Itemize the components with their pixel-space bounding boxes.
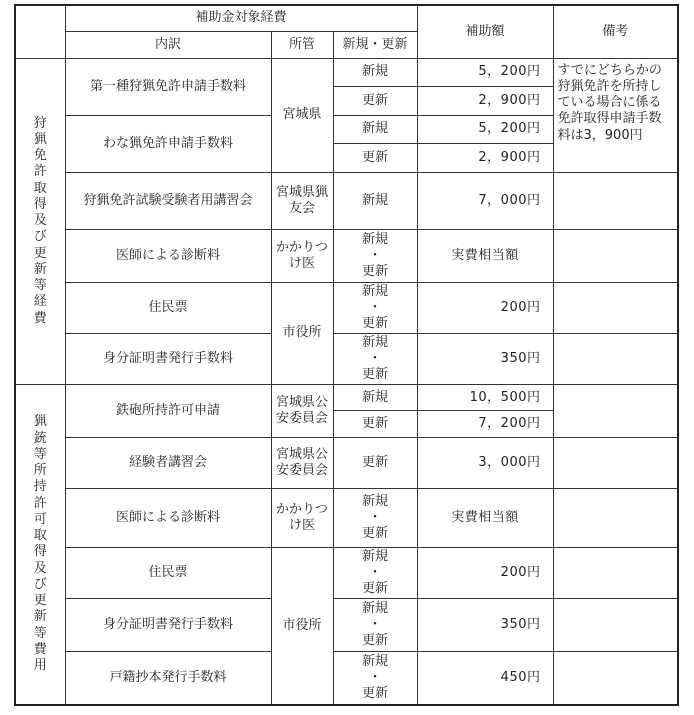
amount: 450円 [417, 652, 553, 705]
header-jurisdiction: 所管 [271, 32, 333, 59]
remarks-empty [553, 652, 678, 705]
type-new-renew: 新規 ・ 更新 [333, 334, 417, 385]
item-experienced-seminar: 経験者講習会 [65, 438, 271, 489]
type-new: 新規 [333, 115, 417, 144]
type-renew: 更新 [333, 411, 417, 438]
amount: 3，000円 [417, 438, 553, 489]
type-new: 新規 [333, 384, 417, 411]
item-exam-seminar: 狩猟免許試験受験者用講習会 [65, 172, 271, 229]
remarks-empty [553, 230, 678, 283]
type-renew: 更新 [333, 438, 417, 489]
subsidy-table [14, 4, 679, 706]
corner-cell [15, 5, 65, 58]
type-new: 新規 [333, 58, 417, 87]
remarks-note: すでにどちらかの狩猟免許を所持している場合に係る免許取得申請手数料は3，900円 [553, 58, 678, 172]
item-id-certificate: 身分証明書発行手数料 [65, 599, 271, 652]
section-label-firearm-permit [15, 384, 65, 705]
amount: 2，900円 [417, 87, 553, 116]
header-remarks: 備考 [553, 5, 678, 58]
vertical-label: 狩 猟 免 許 取 得 及 び 更 新 等 経 費 [33, 115, 47, 326]
dept-city-hall: 市役所 [271, 283, 333, 385]
type-renew: 更新 [333, 87, 417, 116]
dept-family-doctor: かかりつけ医 [271, 489, 333, 548]
item-trap-license: わな猟免許申請手数料 [65, 115, 271, 172]
remarks-empty [553, 172, 678, 229]
amount: 7，200円 [417, 411, 553, 438]
dept-public-safety: 宮城県公安委員会 [271, 384, 333, 437]
type-new-renew: 新規 ・ 更新 [333, 230, 417, 283]
amount: 実費相当額 [417, 489, 553, 548]
dept-hunting-association: 宮城県猟友会 [271, 172, 333, 229]
section-label-hunting-license [15, 58, 65, 384]
remarks-empty [553, 548, 678, 599]
type-new-renew: 新規 ・ 更新 [333, 489, 417, 548]
remarks-empty [553, 384, 678, 437]
dept-miyagi-pref: 宮城県 [271, 58, 333, 172]
item-firearm-permit: 鉄砲所持許可申請 [65, 384, 271, 437]
remarks-empty [553, 438, 678, 489]
header-new-renew: 新規・更新 [333, 32, 417, 59]
item-resident-record: 住民票 [65, 283, 271, 334]
type-new-renew: 新規 ・ 更新 [333, 652, 417, 705]
amount: 200円 [417, 548, 553, 599]
item-first-class-license: 第一種狩猟免許申請手数料 [65, 58, 271, 115]
item-medical-diagnosis: 医師による診断料 [65, 230, 271, 283]
item-id-certificate: 身分証明書発行手数料 [65, 334, 271, 385]
amount: 5，200円 [417, 58, 553, 87]
item-resident-record: 住民票 [65, 548, 271, 599]
remarks-empty [553, 283, 678, 334]
amount: 5，200円 [417, 115, 553, 144]
item-family-register: 戸籍抄本発行手数料 [65, 652, 271, 705]
remarks-empty [553, 334, 678, 385]
header-category-group: 補助金対象経費 [65, 5, 417, 32]
type-new-renew: 新規 ・ 更新 [333, 283, 417, 334]
type-renew: 更新 [333, 144, 417, 173]
amount: 実費相当額 [417, 230, 553, 283]
remarks-empty [553, 489, 678, 548]
remarks-empty [553, 599, 678, 652]
amount: 7，000円 [417, 172, 553, 229]
item-medical-diagnosis: 医師による診断料 [65, 489, 271, 548]
dept-family-doctor: かかりつけ医 [271, 230, 333, 283]
vertical-label: 猟 銃 等 所 持 許 可 取 得 及 び 更 新 等 費 用 [33, 414, 47, 674]
amount: 10，500円 [417, 384, 553, 411]
amount: 350円 [417, 599, 553, 652]
dept-city-hall: 市役所 [271, 548, 333, 705]
dept-public-safety: 宮城県公安委員会 [271, 438, 333, 489]
type-new-renew: 新規 ・ 更新 [333, 599, 417, 652]
amount: 2，900円 [417, 144, 553, 173]
type-new: 新規 [333, 172, 417, 229]
type-new-renew: 新規 ・ 更新 [333, 548, 417, 599]
header-amount: 補助額 [417, 5, 553, 58]
amount: 200円 [417, 283, 553, 334]
amount: 350円 [417, 334, 553, 385]
header-breakdown: 内訳 [65, 32, 271, 59]
